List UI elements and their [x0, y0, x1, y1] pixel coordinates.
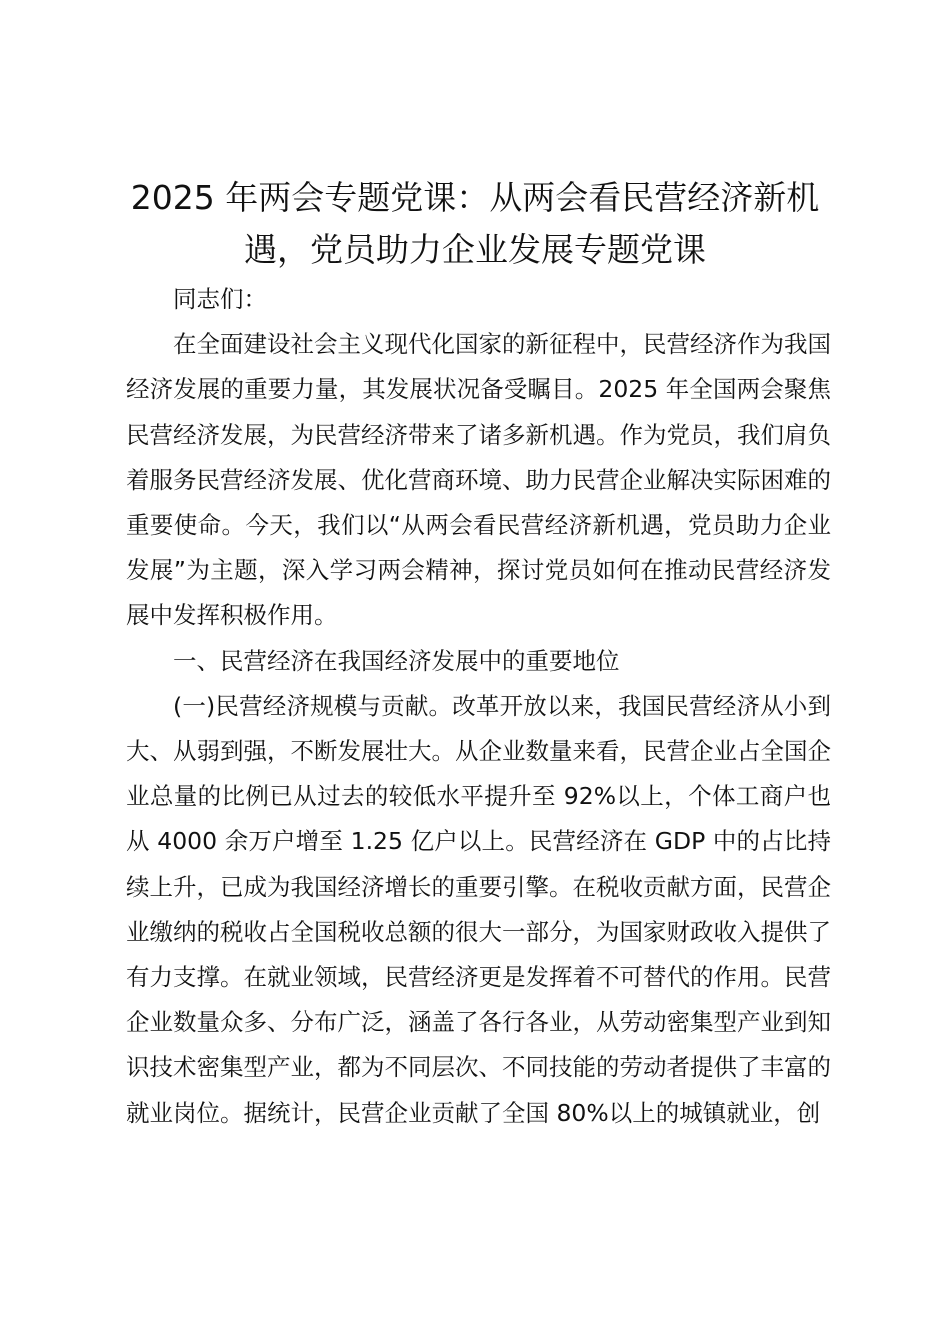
paragraph-intro: 在全面建设社会主义现代化国家的新征程中，民营经济作为我国经济发展的重要力量，其发展状况备受瞩目。2025 年全国两会聚焦民营经济发展，为民营经济带来了诸多新机遇。作为党员，我们肩负着服务民营经济发展、优化营商环境、助力民营企业解决实际困难的重要使命。今天，我们以“从两会看民营经济新机遇，党员助力企业发展”为主题，深入学习两会精神，探讨党员如何在推动民营经济发展中发挥积极作用。: [126, 330, 831, 630]
document-body: [126, 277, 831, 1136]
document-title: 2025 年两会专题党课：从两会看民营经济新机遇，党员助力企业发展专题党课: [130, 178, 820, 269]
paragraph-scale-contribution: (一)民营经济规模与贡献。改革开放以来，我国民营经济从小到大、从弱到强，不断发展壮大。从企业数量来看，民营企业占全国企业总量的比例已从过去的较低水平提升至 92%以上，个体工商户也从 4000 余万户增至 1.25 亿户以上。民营经济在 GDP 中的占比持续上升，已成为我国经济增长的重要引擎。在税收贡献方面，民营企业缴纳的税收占全国税收总额的很大一部分，为国家财政收入提供了有力支撑。在就业领域，民营经济更是发挥着不可替代的作用。民营企业数量众多、分布广泛，涵盖了各行各业，从劳动密集型产业到知识技术密集型产业，都为不同层次、不同技能的劳动者提供了丰富的就业岗位。据统计，民营企业贡献了全国 80%以上的城镇就业，创: [126, 691, 831, 1127]
section-heading: 一、民营经济在我国经济发展中的重要地位: [173, 646, 620, 675]
greeting: 同志们：: [173, 285, 267, 313]
